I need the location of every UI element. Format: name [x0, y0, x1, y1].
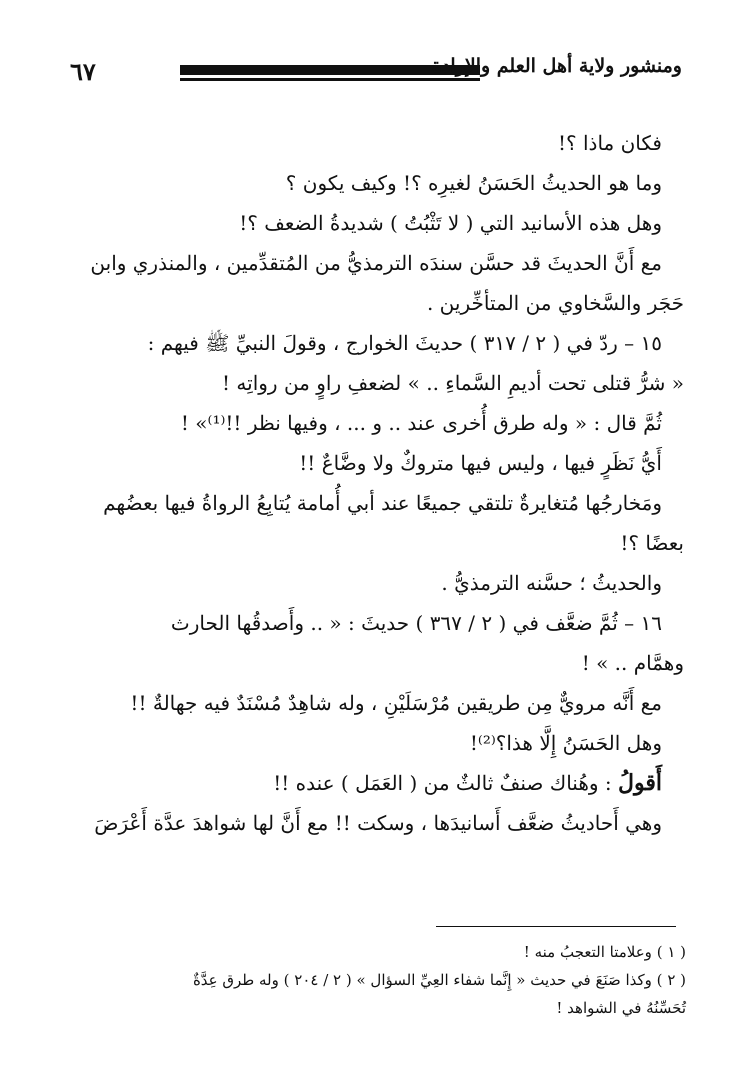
body-text: [60, 123, 684, 843]
footnotes: [60, 938, 686, 1022]
text-line: ١٥ – ردّ في ( ٢ / ٣١٧ ) حديثَ الخوارج ، وقولَ النبيِّ ﷺ فيهم :: [147, 331, 662, 355]
text-line: أَيُّ نَظَرٍ فيها ، وليس فيها متروكٌ ولا وضَّاعٌ !!: [299, 451, 662, 475]
text-line: مع أَنَّه مرويٌّ مِن طريقين مُرْسَلَيْنِ ، وله شاهِدٌ مُسْنَدٌ فيه جهالةٌ !!: [130, 691, 662, 715]
page-number: ٦٧: [70, 57, 96, 86]
footnote-1: ( ١ ) وعلامتا التعجبُ منه !: [523, 943, 686, 961]
text-line: وهل الحَسَنُ إِلَّا هذا؟⁽²⁾!: [469, 731, 662, 755]
running-title: ومنشور ولاية أهل العلم والإرادة: [432, 55, 682, 77]
text-line: ١٦ – ثُمَّ ضعَّف في ( ٢ / ٣٦٧ ) حديثَ : « .. وأَصدقُها الحارث: [170, 611, 662, 635]
text-line: بعضًا ؟!: [620, 531, 684, 555]
text-line: وهل هذه الأسانيد التي ( لا تَثْبُتُ ) شديدةُ الضعف ؟!: [239, 211, 662, 235]
text-line: [60, 763, 684, 803]
text-line: وما هو الحديثُ الحَسَنُ لغيرِه ؟! وكيف يكون ؟: [285, 171, 662, 195]
footnote-2: ( ٢ ) وكذا صَنَعَ في حديث « إِنَّما شفاء العِيِّ السؤال » ( ٢ / ٢٠٤ ) وله طرق عِدَّةٌ: [192, 971, 686, 989]
text-line: ثُمَّ قال : « وله طرق أُخرى عند .. و ... ، وفيها نظر !!⁽¹⁾» !: [180, 411, 662, 435]
footnote-2-continued: تُحَسِّنُهُ في الشواهد !: [556, 999, 686, 1017]
text-line: وهمَّام .. » !: [581, 651, 684, 675]
text-line-rest: : وهُناك صنفٌ ثالثٌ من ( العَمَل ) عنده !!: [273, 771, 619, 795]
footnote-separator: [436, 926, 676, 927]
text-line: ومَخارجُها مُتغايرةٌ تلتقي جميعًا عند أبي أُمامة يُتابِعُ الرواةُ فيها بعضُهم: [103, 491, 662, 515]
bold-lead-word: أَقولُ: [618, 770, 662, 796]
page-header: [62, 55, 682, 95]
text-line: والحديثُ ؛ حسَّنه الترمذيُّ .: [441, 571, 662, 595]
text-line: وهي أَحاديثُ ضعَّف أَسانيدَها ، وسكت !! مع أَنَّ لها شواهدَ عدَّة أَعْرَضَ: [94, 811, 662, 835]
text-line: « شرُّ قتلى تحت أديمِ السَّماءِ .. » لضعفِ راوٍ من رواتِه !: [222, 371, 684, 395]
text-line: مع أَنَّ الحديثَ قد حسَّن سندَه الترمذيُّ من المُتقدِّمين ، والمنذري وابن: [90, 251, 662, 275]
text-line: فكان ماذا ؟!: [557, 131, 662, 155]
text-line: حَجَر والسَّخاوي من المتأخِّرين .: [426, 291, 684, 315]
header-rule-thin: [180, 78, 480, 81]
